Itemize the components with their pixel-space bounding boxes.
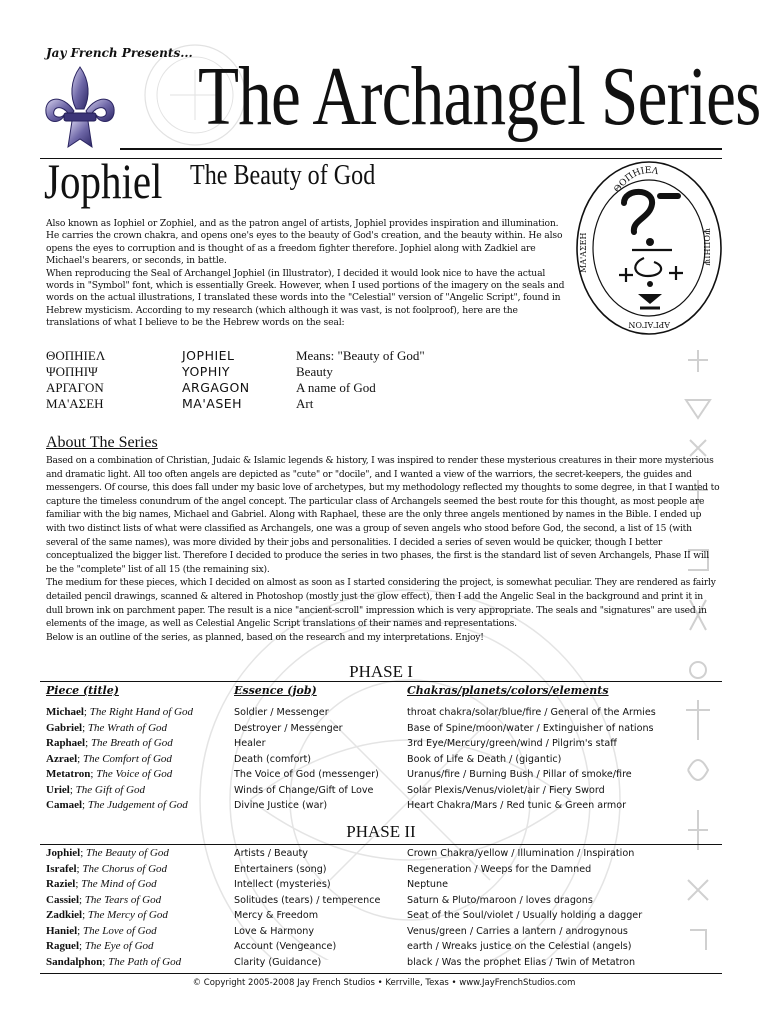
piece-cell: [46, 705, 234, 721]
table-row: [46, 846, 722, 862]
piece-cell: [46, 939, 234, 955]
chakras-cell: Solar Plexis/Venus/violet/air / Fiery Sword: [407, 784, 605, 796]
chakras-cell: Venus/green / Carries a lantern / androgynous: [407, 925, 628, 937]
angel-title-cell: The Tears of God: [84, 893, 162, 906]
greek-word: ΨΟΠΗΙΨ: [46, 364, 98, 379]
angel-name: Jophiel: [44, 153, 163, 209]
angel-name-cell: Jophiel: [46, 847, 81, 859]
separator: ;: [82, 721, 88, 734]
presents-label: Jay French Presents...: [46, 46, 193, 60]
chakras-cell: throat chakra/solar/blue/fire / General of the Armies: [407, 707, 656, 718]
table-row: [46, 924, 722, 940]
piece-cell: [46, 767, 234, 783]
piece-cell: [46, 877, 234, 893]
table-row: [46, 893, 722, 909]
separator: ;: [77, 752, 83, 765]
title-rule: [120, 148, 722, 150]
essence-cell: The Voice of God (messenger): [234, 769, 379, 780]
table-row: [46, 736, 722, 752]
separator: ;: [85, 737, 91, 749]
about-paragraph: The medium for these pieces, which I decided on almost as soon as I started considering the project, is somewhat peculiar. They are rendered as fairly detailed pencil drawings, scanned & altered in Photoshop (mostly just the glow effect), then I add the Angelic Seal in the background and print it in dull brown ink on parchment paper. The result is a nice "ancient-scroll" impression which is very appropriate. The seals and "signatures" are used in elements of the image, as well as Celestial Angelic Script translations of their names and representations.: [46, 578, 716, 630]
piece-cell: [46, 752, 234, 768]
essence-cell: Solitudes (tears) / temperence: [234, 894, 381, 906]
angel-name-cell: Cassiel: [46, 893, 79, 906]
angel-title-cell: The Comfort of God: [82, 752, 172, 765]
chakras-cell: Neptune: [407, 879, 448, 890]
piece-cell: [46, 893, 234, 909]
about-heading: About The Series: [46, 434, 158, 451]
latin-word: MA'ASEH: [182, 396, 243, 411]
chakras-cell: Regeneration / Weeps for the Damned: [407, 863, 592, 875]
header-essence: Essence (job): [234, 684, 317, 697]
table-row: [46, 939, 722, 955]
meaning: Means: "Beauty of God": [296, 348, 425, 363]
piece-cell: [46, 908, 234, 924]
angel-name-cell: Raguel: [46, 940, 79, 952]
phase1-rule: [40, 681, 722, 682]
piece-cell: [46, 736, 234, 752]
meaning: Art: [296, 396, 314, 411]
angel-name-cell: Raphael: [46, 737, 86, 749]
intro-paragraph: When reproducing the Seal of Archangel Jophiel (in Illustrator), I decided it would look nice to have the actual words in "Symbol" font, which is essentially Greek. However, when I used portions of the imagery on the seals and words on the actual illustrations, I translated these words into the "Celestial" version of "Angelic Script", found in Hebrew mysticism. According to my research (which although it was vast, is not foolproof), here are the translations of what I believe to be the Hebrew words on the seal:: [46, 267, 565, 329]
separator: ;: [83, 706, 90, 718]
table-row: [46, 783, 722, 799]
angel-subtitle: The Beauty of God: [190, 160, 376, 191]
table-row: [46, 721, 722, 737]
separator: ;: [79, 940, 85, 952]
essence-cell: Destroyer / Messenger: [234, 722, 343, 734]
chakras-cell: Seat of the Soul/violet / Usually holding a dagger: [407, 910, 643, 921]
angel-name-cell: Zadkiel: [46, 909, 83, 921]
intro-paragraph: Also known as Iophiel or Zophiel, and as the patron angel of artists, Jophiel provides inspiration and illumination. He carries the crown chakra, and opens one's eyes to the beauty of God's creation, and the beauty within. He also opens the eyes to corruption and is thought of as a freedom fighter therefore. Jophiel along with Zadkiel are Michael's bearers, or seconds, in battle.: [46, 218, 563, 267]
seal-right-text: ΨΟΠΗΙΨ: [702, 228, 711, 266]
table-row: [46, 862, 722, 878]
table-row: [46, 767, 722, 783]
separator: ;: [69, 783, 76, 796]
series-title: The Archangel Series: [198, 50, 761, 143]
separator: ;: [77, 924, 83, 937]
chakras-cell: Heart Chakra/Mars / Red tunic & Green armor: [407, 800, 627, 811]
separator: ;: [79, 893, 85, 906]
angel-title-cell: The Breath of God: [90, 737, 173, 749]
angel-name-cell: Haniel: [46, 924, 78, 937]
angel-name-cell: Michael: [46, 706, 84, 718]
angel-title-cell: The Gift of God: [75, 783, 146, 796]
essence-cell: Artists / Beauty: [234, 848, 308, 859]
angel-name-cell: Gabriel: [46, 721, 83, 734]
chakras-cell: Base of Spine/moon/water / Extinguisher of nations: [407, 722, 654, 734]
separator: ;: [82, 909, 88, 921]
header-chakras: Chakras/planets/colors/elements: [407, 684, 609, 697]
angel-name-cell: Uriel: [46, 783, 70, 796]
angel-name-cell: Sandalphon: [46, 955, 103, 968]
essence-cell: Intellect (mysteries): [234, 879, 331, 890]
separator: ;: [76, 862, 83, 875]
angel-name-cell: Camael: [46, 799, 83, 811]
fleur-de-lis-icon: [40, 63, 120, 155]
latin-word: ARGAGON: [182, 380, 250, 395]
seal-bottom-text: ΑΡΓΑΓΟΝ: [628, 320, 670, 329]
about-paragraph: Based on a combination of Christian, Judaic & Islamic legends & history, I was inspired to render these mysterious creatures in their more mysterious and dramatic light. All too often angels are depicted as "cute" or "docile", and I wanted a view of the warriors, the secret-keepers, the guides and messengers. Of course, this does fall under my basic love of archetypes, but my methodology reflected my thoughts to some degree, in that I wanted to capture the timeless conundrum of the angel concept. The particular class of Archangels seemed the best route for this thought, as most people are familiar with the big names, Michael and Gabriel. Along with Raphael, these are the only three angels mentioned by names in the Bible. I ended up with two distinct lists of what were classified as Archangels, one was a group of seven angels who stood before God, the second, a list of 15 (with several of the same names), was more divided by their jobs and personalities. I decided a series of seven would be quicker, though I better conceptualized the bigger list. Therefore I decided to produce the series in two phases, the first is the standard list of seven Archangels, Phase II will be the "complete" list of all 15 (the remaining six).: [46, 456, 720, 575]
piece-cell: [46, 924, 234, 940]
angel-name-cell: Metatron: [46, 768, 91, 780]
angel-name-cell: Azrael: [46, 752, 78, 765]
intro-text: [46, 218, 570, 330]
essence-cell: Death (comfort): [234, 753, 311, 765]
piece-cell: [46, 798, 234, 814]
angel-name-cell: Raziel: [46, 878, 76, 890]
angel-title-cell: The Mind of God: [81, 878, 157, 890]
translation-row: [46, 364, 486, 380]
separator: ;: [82, 799, 88, 811]
angel-title-cell: The Voice of God: [96, 768, 173, 780]
angel-title-cell: The Eye of God: [84, 940, 154, 952]
essence-cell: Healer: [234, 738, 266, 749]
seal-top-text: ΘΟΠΗΙΕΛ: [612, 165, 660, 195]
about-paragraph: Below is an outline of the series, as planned, based on the research and my interpretations. Enjoy!: [46, 632, 484, 643]
phase2-title: PHASE II: [346, 822, 416, 841]
chakras-cell: black / Was the prophet Elias / Twin of Metatron: [407, 956, 636, 968]
table-row: [46, 705, 722, 721]
table-row: [46, 955, 722, 971]
table-header: [46, 684, 722, 697]
angel-title-cell: The Path of God: [108, 955, 182, 968]
angel-title-cell: The Beauty of God: [86, 847, 169, 859]
separator: ;: [90, 768, 97, 780]
chakras-cell: 3rd Eye/Mercury/green/wind / Pilgrim's staff: [407, 738, 617, 749]
phase2-table: [46, 846, 722, 970]
piece-cell: [46, 862, 234, 878]
essence-cell: Winds of Change/Gift of Love: [234, 784, 374, 796]
greek-word: ΑΡΓΑΓΟΝ: [46, 380, 104, 395]
chakras-cell: earth / Wreaks justice on the Celestial (angels): [407, 941, 632, 952]
piece-cell: [46, 783, 234, 799]
chakras-cell: Book of Life & Death / (gigantic): [407, 753, 562, 765]
angel-title-cell: The Mercy of God: [87, 909, 168, 921]
chakras-cell: Uranus/fire / Burning Bush / Pillar of smoke/fire: [407, 769, 632, 780]
translation-table: [46, 348, 486, 412]
separator: ;: [75, 878, 82, 890]
latin-word: YOPHIY: [182, 364, 231, 379]
translation-row: [46, 348, 486, 364]
table-row: [46, 752, 722, 768]
angel-title-cell: The Judgement of God: [87, 799, 188, 811]
essence-cell: Account (Vengeance): [234, 941, 337, 952]
angel-title-cell: The Right Hand of God: [89, 706, 193, 718]
separator: ;: [102, 955, 109, 968]
table-row: [46, 877, 722, 893]
angel-title-cell: The Love of God: [82, 924, 157, 937]
table-row: [46, 908, 722, 924]
translation-row: [46, 380, 486, 396]
separator: ;: [80, 847, 87, 859]
greek-word: ΜΑ'ΑΣΕΗ: [46, 396, 104, 411]
chakras-cell: Saturn & Pluto/maroon / loves dragons: [407, 894, 593, 906]
piece-cell: [46, 955, 234, 971]
table-row: [46, 798, 722, 814]
essence-cell: Love & Harmony: [234, 925, 315, 937]
angel-title-cell: The Chorus of God: [82, 862, 168, 875]
essence-cell: Divine Justice (war): [234, 800, 328, 811]
piece-cell: [46, 846, 234, 862]
piece-cell: [46, 721, 234, 737]
copyright-footer: © Copyright 2005-2008 Jay French Studios • Kerrville, Texas • www.JayFrenchStudios.com: [192, 978, 576, 988]
chakras-cell: Crown Chakra/yellow / Illumination / Inspiration: [407, 848, 635, 859]
seal-left-text: ΜΑ'ΑΣΕΗ: [579, 232, 588, 273]
essence-cell: Clarity (Guidance): [234, 956, 322, 968]
essence-cell: Entertainers (song): [234, 863, 327, 875]
essence-cell: Soldier / Messenger: [234, 707, 329, 718]
greek-word: ΘΟΠΗΙΕΛ: [46, 348, 106, 363]
latin-word: JOPHIEL: [182, 348, 235, 363]
meaning: A name of God: [296, 380, 376, 395]
about-text: [46, 455, 722, 645]
phase1-title: PHASE I: [349, 662, 413, 681]
angel-name-cell: Israfel: [46, 862, 77, 875]
jophiel-seal: [574, 158, 724, 338]
essence-cell: Mercy & Freedom: [234, 910, 319, 921]
meaning: Beauty: [296, 364, 333, 379]
phase1-table: [46, 705, 722, 814]
angel-title-cell: The Wrath of God: [87, 721, 168, 734]
footer-rule: [40, 973, 722, 974]
phase2-rule: [40, 844, 722, 845]
header-piece: Piece (title): [46, 684, 119, 697]
translation-row: [46, 396, 486, 412]
